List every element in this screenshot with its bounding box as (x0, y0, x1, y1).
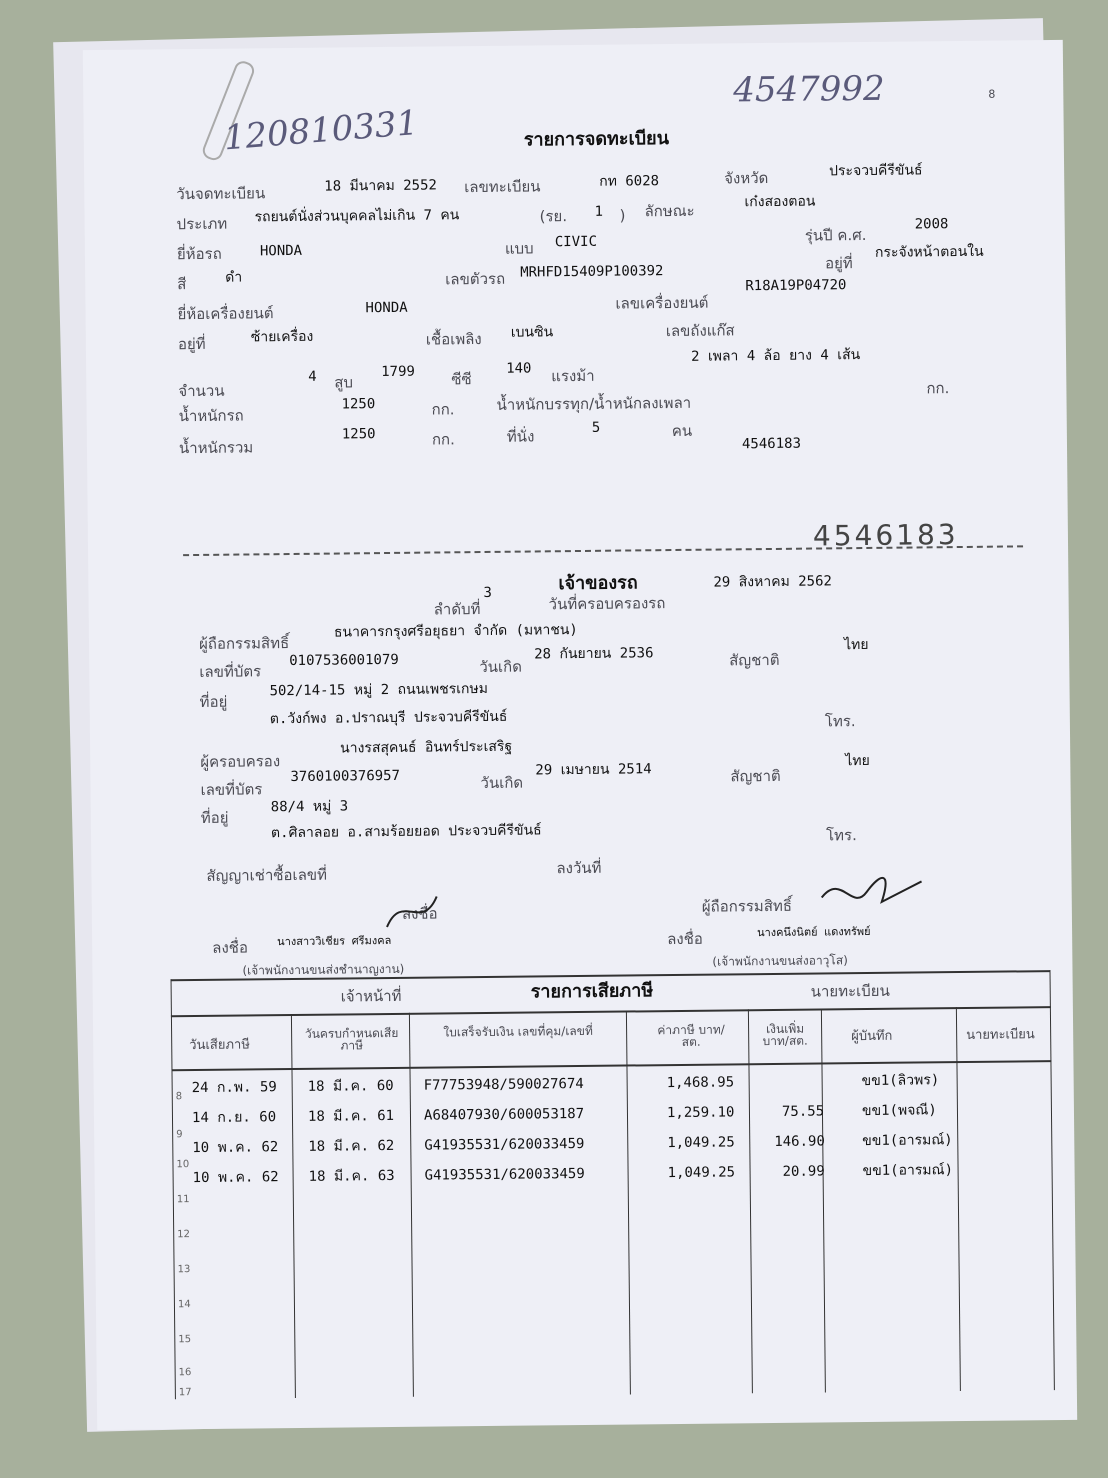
sign-label-1: ลงชื่อ (401, 904, 438, 923)
occupant-birth-label: วันเกิด (480, 773, 524, 793)
col-recorder: ผู้บันทึก (851, 1028, 893, 1045)
row4-recorder: ขข1(อารมณ์) (862, 1162, 954, 1180)
tax-table (171, 970, 1055, 1399)
row3-tax-date: 10 พ.ค. 62 (192, 1139, 279, 1157)
holder-id: 0107536001079 (289, 651, 399, 670)
handwritten-number-left: 120810331 (222, 102, 420, 159)
engine-number: R18A19P04720 (745, 277, 847, 295)
horsepower: 140 (506, 360, 532, 377)
body-label: ลักษณะ (644, 201, 695, 221)
officer-signature (382, 886, 443, 937)
line-number: 8 (175, 1091, 183, 1103)
row3-recorder: ขข1(อารมณ์) (862, 1132, 953, 1150)
row1-tax: 1,468.95 (666, 1074, 735, 1092)
engine-no-label: เลขเครื่องยนต์ (615, 293, 709, 313)
vehicle-class: 1 (594, 203, 604, 220)
col-receipt: ใบเสร็จรับเงิน เลขที่คุม/เลขที่ (443, 1023, 593, 1040)
plate-label: เลขทะเบียน (464, 177, 541, 197)
year: 2008 (914, 216, 949, 233)
row1-receipt: F77753948/590027674 (423, 1075, 584, 1094)
row2-surcharge: 75.55 (781, 1103, 825, 1120)
load-unit: กก. (926, 379, 950, 398)
brand-label: ยี่ห้อรถ (176, 244, 222, 264)
line-number: 14 (177, 1299, 191, 1311)
row3-surcharge: 146.90 (774, 1133, 825, 1150)
holder-birth-label: วันเกิด (479, 657, 523, 677)
occupant-address-2: ต.ศิลาลอย อ.สามร้อยยอด ประจวบคีรีขันธ์ (270, 822, 542, 842)
sign-label-2: ลงชื่อ (212, 938, 249, 957)
holder-label: ผู้ถือกรรมสิทธิ์ (198, 634, 290, 653)
axles-wheels: 2 เพลา 4 ล้อ ยาง 4 เส้น (690, 347, 861, 365)
class-close: ) (619, 206, 626, 225)
holder-addr-label: ที่อยู่ (199, 692, 228, 711)
type-label: ประเภท (176, 214, 228, 234)
body-type: เก๋งสองตอน (744, 193, 816, 211)
province: ประจวบคีรีขันธ์ (829, 162, 923, 180)
col-tax-amount: ค่าภาษี บาท/สต. (657, 1022, 725, 1049)
vehicle-type: รถยนต์นั่งส่วนบุคคลไม่เกิน 7 คน (254, 207, 460, 226)
cylinders: 4 (308, 368, 317, 385)
officer1-role: (เจ้าพนักงานขนส่งชำนาญงาน) (242, 961, 405, 978)
occupant-address-1: 88/4 หมู่ 3 (270, 798, 349, 816)
row2-tax-date: 14 ก.ย. 60 (191, 1109, 277, 1127)
occupant-birth: 29 เมษายน 2514 (535, 761, 652, 779)
line-number: 11 (176, 1194, 190, 1206)
fuel-label: เชื้อเพลิง (425, 330, 482, 349)
row4-receipt: G41935531/620033459 (424, 1165, 585, 1184)
weight: 1250 (341, 396, 376, 413)
row1-recorder: ขข1(ลิวพร) (861, 1072, 940, 1090)
tax-officer-header: เจ้าหน้าที่ (340, 986, 402, 1006)
engine-location: ซ้ายเครื่อง (250, 328, 314, 346)
brand: HONDA (259, 242, 303, 260)
signed-date-label: ลงวันที่ (556, 858, 602, 878)
engine-brand-label: ยี่ห้อเครื่องยนต์ (177, 304, 274, 324)
holder-birth: 28 กันยายน 2536 (534, 645, 654, 663)
occupant-nat-label: สัญชาติ (730, 766, 781, 786)
count-label: จำนวน (178, 381, 225, 401)
province-label: จังหวัด (724, 168, 769, 188)
occupant-label: ผู้ครอบครอง (200, 752, 281, 771)
row2-recorder: ขข1(พจณี) (861, 1102, 937, 1120)
model: CIVIC (554, 233, 598, 251)
row2-tax: 1,259.10 (666, 1104, 735, 1122)
sign-label-3: ลงชื่อ (667, 929, 703, 949)
model-label: แบบ (504, 239, 534, 258)
load-label: น้ำหนักบรรทุก/น้ำหนักลงเพลา (496, 393, 692, 414)
order-label: ลำดับที่ (433, 600, 481, 619)
weight-label: น้ำหนักรถ (178, 406, 244, 426)
seats: 5 (591, 419, 601, 436)
holder-signature (811, 861, 932, 922)
row2-receipt: A68407930/600053187 (423, 1105, 585, 1124)
row2-due-date: 18 มี.ค. 61 (307, 1107, 395, 1125)
holder-sign-label: ผู้ถือกรรมสิทธิ์ (701, 896, 793, 916)
holder-id-label: เลขที่บัตร (199, 662, 262, 681)
row4-due-date: 18 มี.ค. 63 (308, 1167, 395, 1185)
year-label: รุ่นปี ค.ศ. (804, 225, 867, 245)
line-number: 16 (178, 1367, 192, 1379)
holder-address-2: ต.วังก์พง อ.ปราณบุรี ประจวบคีรีขันธ์ (269, 708, 508, 728)
col-due-date: วันครบกำหนดเสียภาษี (304, 1025, 399, 1053)
reg-date-label: วันจดทะเบียน (176, 184, 266, 204)
line-number: 13 (177, 1264, 191, 1276)
col-registrar: นายทะเบียน (966, 1027, 1035, 1043)
engine-loc-label: อยู่ที่ (177, 334, 206, 354)
registration-document (83, 40, 1077, 1430)
registration-title: รายการจดทะเบียน (523, 128, 670, 151)
tax-title: รายการเสียภาษี (530, 980, 654, 1003)
occupant-name: นางรสสุคนธ์ อินทร์ประเสริฐ (340, 738, 513, 757)
gross-unit: กก. (431, 430, 455, 449)
color: ดำ (225, 269, 243, 286)
engine-brand: HONDA (365, 299, 408, 317)
holder-address-1: 502/14-15 หมู่ 2 ถนนเพชรเกษม (269, 680, 489, 700)
line-number: 12 (177, 1229, 191, 1241)
gas-tank-label: เลขถังแก๊ส (665, 321, 735, 341)
weight-unit: กก. (431, 400, 455, 419)
officer2-name: นางคนึงนิตย์ แดงทรัพย์ (757, 924, 871, 940)
line-number: 9 (176, 1129, 183, 1141)
line-number: 17 (178, 1387, 192, 1399)
col-surcharge: เงินเพิ่ม บาท/สต. (762, 1021, 808, 1049)
col-tax-date: วันเสียภาษี (189, 1037, 250, 1054)
officer1-name: นางสาววิเชียร ศรีมงคล (277, 933, 392, 949)
color-label: สี (177, 275, 187, 294)
page-number: 8 (988, 87, 996, 101)
row3-receipt: G41935531/620033459 (424, 1135, 585, 1154)
chassis-label: เลขตัวรถ (445, 269, 506, 289)
plate: กท 6028 (599, 173, 660, 190)
seats-label: ที่นั่ง (506, 427, 535, 446)
owner-title: เจ้าของรถ (558, 572, 638, 595)
gross-weight: 1250 (341, 426, 376, 443)
handwritten-number-right: 4547992 (733, 68, 885, 111)
occupant-addr-label: ที่อยู่ (200, 808, 229, 827)
cc: 1799 (381, 363, 415, 381)
chassis-number: MRHFD15409P100392 (520, 263, 664, 281)
hp-unit: แรงม้า (551, 366, 595, 386)
reference-stamp: 4546183 (812, 518, 959, 553)
officer2-role: (เจ้าพนักงานขนส่งอาวุโส) (712, 953, 848, 969)
possess-date: 29 สิงหาคม 2562 (713, 573, 832, 591)
cc-unit: ซีซี (451, 370, 472, 389)
line-number: 10 (176, 1159, 190, 1171)
holder-nat-label: สัญชาติ (729, 650, 780, 670)
occupant-tel-label: โทร. (825, 826, 857, 845)
cylinder-unit: สูบ (334, 373, 354, 392)
possess-date-label: วันที่ครอบครองรถ (548, 594, 666, 614)
lease-label: สัญญาเช่าซื้อเลขที่ (206, 865, 328, 885)
row1-due-date: 18 มี.ค. 60 (307, 1077, 394, 1095)
holder-tel-label: โทร. (824, 712, 856, 731)
tax-registrar-header: นายทะเบียน (810, 981, 890, 1001)
occupant-nationality: ไทย (845, 752, 870, 770)
row4-surcharge: 20.99 (782, 1163, 825, 1180)
reference-number: 4546183 (741, 435, 802, 453)
holder-nationality: ไทย (843, 636, 869, 654)
row3-due-date: 18 มี.ค. 62 (308, 1137, 395, 1155)
chassis-location: กระจังหน้าตอนใน (874, 243, 984, 261)
gross-label: น้ำหนักรวม (178, 438, 254, 458)
occupant-id: 3760100376957 (290, 767, 401, 786)
reg-date: 18 มีนาคม 2552 (324, 177, 438, 195)
row1-tax-date: 24 ก.พ. 59 (191, 1079, 277, 1097)
row4-tax: 1,049.25 (667, 1164, 736, 1182)
occupant-id-label: เลขที่บัตร (200, 780, 263, 799)
chassis-location-label: อยู่ที่ (824, 254, 853, 273)
row3-tax: 1,049.25 (667, 1134, 735, 1152)
fuel: เบนซิน (510, 324, 554, 341)
class-label: (รย. (539, 207, 568, 226)
line-number: 15 (178, 1334, 192, 1346)
seats-unit: คน (671, 421, 693, 441)
order-number: 3 (483, 584, 493, 602)
holder-name: ธนาคารกรุงศรีอยุธยา จำกัด (มหาชน) (333, 622, 578, 641)
row4-tax-date: 10 พ.ค. 62 (192, 1169, 279, 1187)
